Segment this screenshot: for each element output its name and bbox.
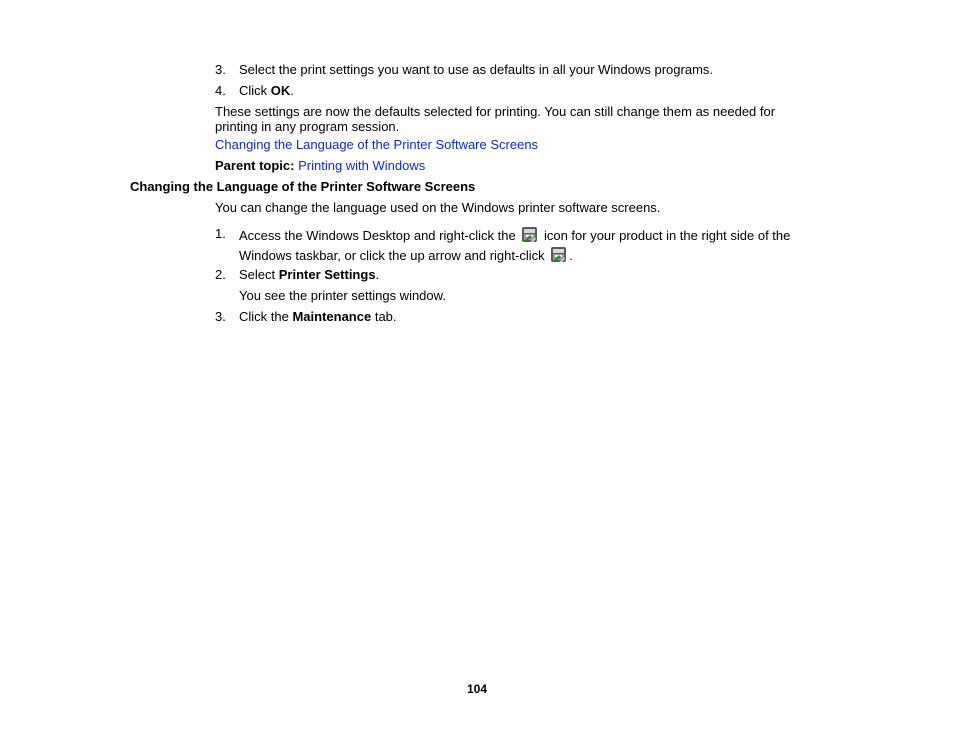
step-number: 4. xyxy=(215,83,226,98)
page-number: 104 xyxy=(466,682,488,696)
step-1-line-2-pre: Windows taskbar, or click the up arrow and right-click xyxy=(239,248,549,263)
section-heading: Changing the Language of the Printer Software Screens xyxy=(130,179,476,194)
step-2-post: . xyxy=(375,267,380,282)
step-2-result: You see the printer settings window. xyxy=(239,288,446,303)
step-text-pre: Click xyxy=(239,83,271,98)
parent-topic-label: Parent topic: xyxy=(215,158,295,173)
step-1-line-2 xyxy=(239,246,573,264)
changing-language-link[interactable]: Changing the Language of the Printer Software Screens xyxy=(215,137,539,152)
section-intro: You can change the language used on the Windows printer software screens. xyxy=(215,200,661,215)
step-text-post: . xyxy=(290,83,294,98)
printer-status-icon xyxy=(550,246,567,263)
step-1-line-1-post: icon for your product in the right side of the xyxy=(540,228,791,243)
defaults-note-line-2: printing in any program session. xyxy=(215,119,400,134)
step-2-text xyxy=(239,267,379,283)
step-number: 3. xyxy=(215,62,226,77)
step-text: Select the print settings you want to use as defaults in all your Windows programs. xyxy=(239,62,714,77)
printer-status-icon xyxy=(521,226,538,243)
step-number: 2. xyxy=(215,267,226,282)
printing-with-windows-link[interactable]: Printing with Windows xyxy=(298,158,426,173)
printer-settings-label: Printer Settings xyxy=(278,267,376,282)
step-1-line-2-post: . xyxy=(569,248,573,263)
step-2-pre: Select xyxy=(239,267,279,282)
ok-label: OK xyxy=(270,83,291,98)
step-3-text xyxy=(239,309,397,325)
step-1-line-1 xyxy=(239,226,790,244)
step-3-pre: Click the xyxy=(239,309,293,324)
step-1-line-1-pre: Access the Windows Desktop and right-click the xyxy=(239,228,520,243)
step-number: 3. xyxy=(215,309,226,324)
defaults-note-line-1: These settings are now the defaults selected for printing. You can still change them as needed for xyxy=(215,104,776,119)
step-text xyxy=(239,83,294,99)
step-number: 1. xyxy=(215,226,226,241)
parent-topic xyxy=(215,158,425,174)
maintenance-label: Maintenance xyxy=(292,309,372,324)
step-3-post: tab. xyxy=(371,309,397,324)
